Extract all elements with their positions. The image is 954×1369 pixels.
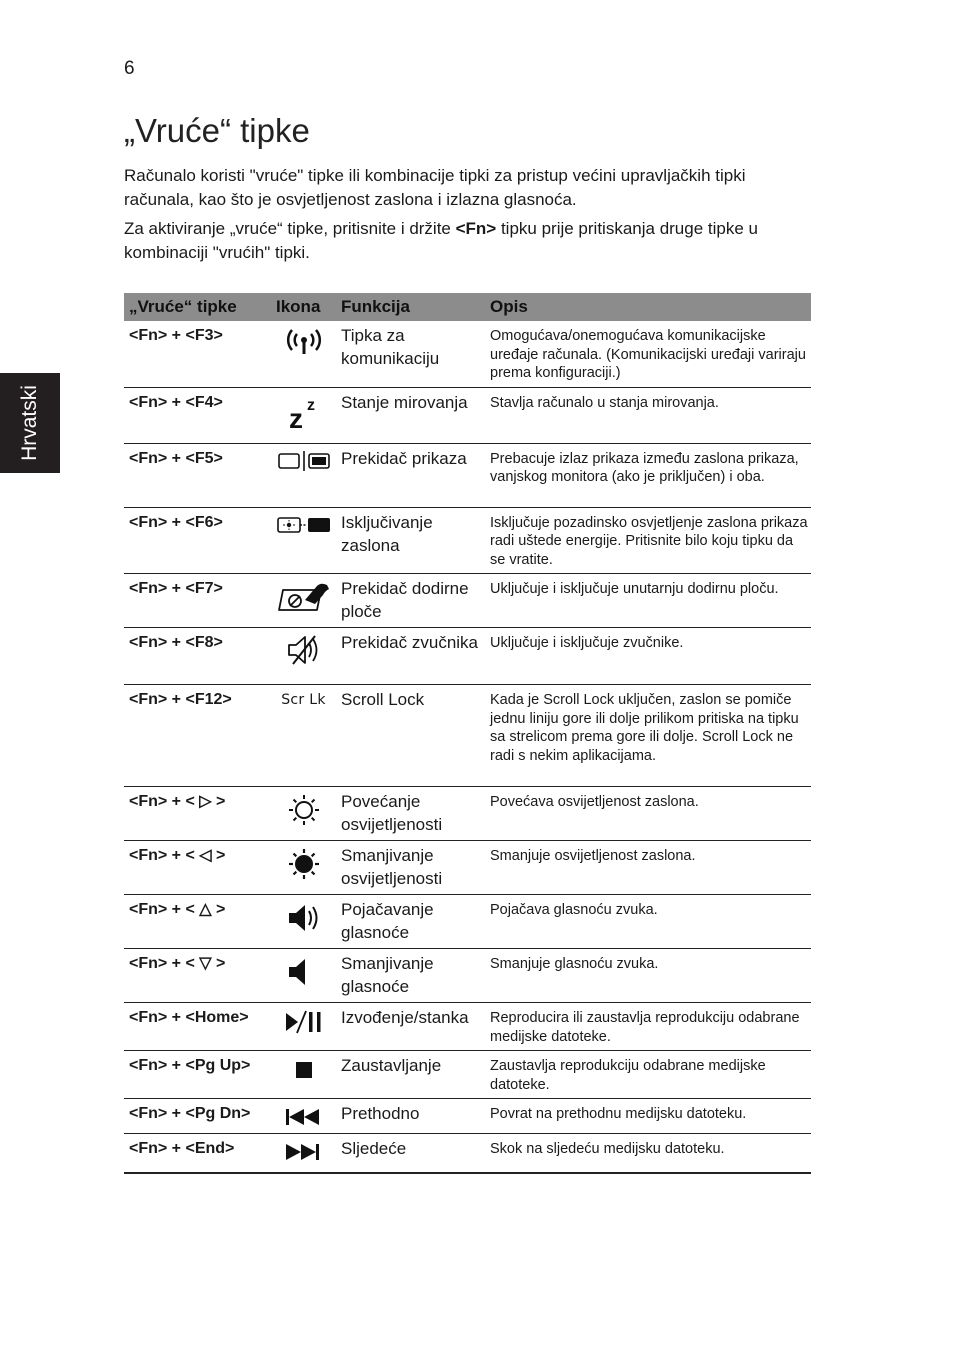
description-cell: Povećava osvijetljenost zaslona.	[485, 787, 811, 841]
icon-cell	[271, 841, 336, 895]
table-row	[124, 685, 811, 787]
stop-icon	[294, 1057, 314, 1079]
icon-cell	[271, 895, 336, 949]
svg-text:z: z	[306, 396, 315, 414]
icon-cell	[271, 685, 336, 787]
header-function: Funkcija	[336, 293, 485, 321]
table-row	[124, 574, 811, 628]
description-cell: Stavlja računalo u stanja mirovanja.	[485, 387, 811, 443]
intro-paragraph: Računalo koristi "vruće" tipke ili kombinacije tipki za pristup većini upravljačkih tipki računala, kao što je osvjetljenost zaslona i izlazna glasnoća.	[124, 166, 746, 209]
table-row	[124, 443, 811, 507]
function-cell: Scroll Lock	[336, 685, 485, 787]
icon-cell	[271, 628, 336, 685]
function-cell: Sljedeće	[336, 1134, 485, 1173]
hotkey-cell: <Fn> + < ▽ >	[124, 949, 271, 1003]
intro-text-before: Za aktiviranje „vruće“ tipke, pritisnite i držite	[124, 219, 456, 238]
description-cell: Omogućava/onemogućava komunikacijske uređaje računala. (Komunikacijski uređaji variraju prema konfiguraciji.)	[485, 321, 811, 387]
table-row	[124, 507, 811, 574]
touchpad-toggle-icon	[277, 580, 331, 614]
hotkey-cell: <Fn> + <F3>	[124, 321, 271, 387]
description-cell: Smanjuje glasnoću zvuka.	[485, 949, 811, 1003]
function-cell: Povećanje osvijetljenosti	[336, 787, 485, 841]
language-side-tab	[0, 373, 60, 473]
function-cell: Izvođenje/stanka	[336, 1003, 485, 1051]
hotkey-cell: <Fn> + <F6>	[124, 507, 271, 574]
description-cell: Povrat na prethodnu medijsku datoteku.	[485, 1099, 811, 1134]
icon-cell	[271, 1134, 336, 1173]
speaker-toggle-icon	[286, 634, 322, 666]
table-row	[124, 1134, 811, 1173]
function-cell: Tipka za komunikaciju	[336, 321, 485, 387]
hotkey-cell: <Fn> + <F5>	[124, 443, 271, 507]
description-cell: Reproducira ili zaustavlja reprodukciju odabrane medijske datoteke.	[485, 1003, 811, 1051]
page-title: „Vruće“ tipke	[124, 112, 310, 149]
table-row	[124, 387, 811, 443]
table-row	[124, 321, 811, 387]
description-cell: Isključuje pozadinsko osvjetljenje zaslona prikaza radi uštede energije. Pritisnite bilo koju tipku da se vratite.	[485, 507, 811, 574]
description-cell: Pojačava glasnoću zvuka.	[485, 895, 811, 949]
language-label: Hrvatski	[18, 385, 41, 461]
function-cell: Zaustavljanje	[336, 1051, 485, 1099]
table-row	[124, 895, 811, 949]
icon-cell	[271, 443, 336, 507]
hotkey-cell: <Fn> + <Home>	[124, 1003, 271, 1051]
hotkey-cell: <Fn> + <Pg Dn>	[124, 1099, 271, 1134]
header-icon: Ikona	[271, 293, 336, 321]
table-row	[124, 1051, 811, 1099]
function-cell: Prekidač zvučnika	[336, 628, 485, 685]
brightness-down-icon	[287, 847, 321, 881]
icon-cell	[271, 507, 336, 574]
function-cell: Isključivanje zaslona	[336, 507, 485, 574]
hotkey-cell: <Fn> + <F4>	[124, 387, 271, 443]
next-icon	[284, 1140, 324, 1162]
fn-key-label: <Fn>	[455, 219, 497, 238]
play-pause-icon	[283, 1009, 325, 1035]
function-cell: Prekidač dodirne ploče	[336, 574, 485, 628]
icon-cell	[271, 574, 336, 628]
page-number: 6	[124, 58, 135, 79]
hotkey-cell: <Fn> + <End>	[124, 1134, 271, 1173]
header-hotkey: „Vruće“ tipke	[124, 293, 271, 321]
icon-cell	[271, 1051, 336, 1099]
icon-cell	[271, 387, 336, 443]
display-toggle-icon	[277, 450, 331, 472]
intro-paragraph-fn	[124, 217, 814, 265]
table-row	[124, 1099, 811, 1134]
table-row	[124, 1003, 811, 1051]
header-description: Opis	[485, 293, 811, 321]
previous-icon	[284, 1105, 324, 1127]
hotkey-cell: <Fn> + <Pg Up>	[124, 1051, 271, 1099]
hotkey-cell: <Fn> + < ◁ >	[124, 841, 271, 895]
hotkey-cell: <Fn> + < △ >	[124, 895, 271, 949]
table-header-row	[124, 293, 811, 321]
intro-text-after: tipku prije pritiskanja druge tipke u kombinaciji "vrućih" tipki.	[124, 219, 758, 262]
description-cell: Zaustavlja reprodukciju odabrane medijske datoteke.	[485, 1051, 811, 1099]
function-cell: Prekidač prikaza	[336, 443, 485, 507]
function-cell: Prethodno	[336, 1099, 485, 1134]
volume-up-icon	[286, 901, 322, 935]
function-cell: Smanjivanje glasnoće	[336, 949, 485, 1003]
icon-cell	[271, 1003, 336, 1051]
function-cell: Pojačavanje glasnoće	[336, 895, 485, 949]
hotkey-cell: <Fn> + <F8>	[124, 628, 271, 685]
volume-down-icon	[286, 955, 322, 989]
table-row	[124, 787, 811, 841]
hotkeys-table	[124, 293, 811, 1174]
hotkey-cell: <Fn> + <F12>	[124, 685, 271, 787]
description-cell: Kada je Scroll Lock uključen, zaslon se pomiče jednu liniju gore ili dolje prilikom pritiska na tipku sa strelicom prema gore ili dolje. Scroll Lock ne radi s nekim aplikacijama.	[485, 685, 811, 787]
table-row	[124, 949, 811, 1003]
description-cell: Prebacuje izlaz prikaza između zaslona prikaza, vanjskog monitora (ako je priključen) i oba.	[485, 443, 811, 507]
display-off-icon	[276, 514, 332, 536]
scroll-lock-icon: Scr Lk	[281, 692, 326, 708]
icon-cell	[271, 787, 336, 841]
icon-cell	[271, 949, 336, 1003]
table-row	[124, 628, 811, 685]
description-cell: Uključuje i isključuje zvučnike.	[485, 628, 811, 685]
svg-text:z: z	[288, 402, 303, 432]
hotkey-cell: <Fn> + < ▷ >	[124, 787, 271, 841]
icon-cell	[271, 321, 336, 387]
function-cell: Smanjivanje osvijetljenosti	[336, 841, 485, 895]
hotkey-cell: <Fn> + <F7>	[124, 574, 271, 628]
brightness-up-icon	[287, 793, 321, 827]
description-cell: Skok na sljedeću medijsku datoteku.	[485, 1134, 811, 1173]
function-cell: Stanje mirovanja	[336, 387, 485, 443]
icon-cell	[271, 1099, 336, 1134]
description-cell: Smanjuje osvijetljenost zaslona.	[485, 841, 811, 895]
description-cell: Uključuje i isključuje unutarnju dodirnu ploču.	[485, 574, 811, 628]
sleep-icon	[287, 394, 321, 432]
wireless-icon	[285, 327, 323, 357]
table-row	[124, 841, 811, 895]
